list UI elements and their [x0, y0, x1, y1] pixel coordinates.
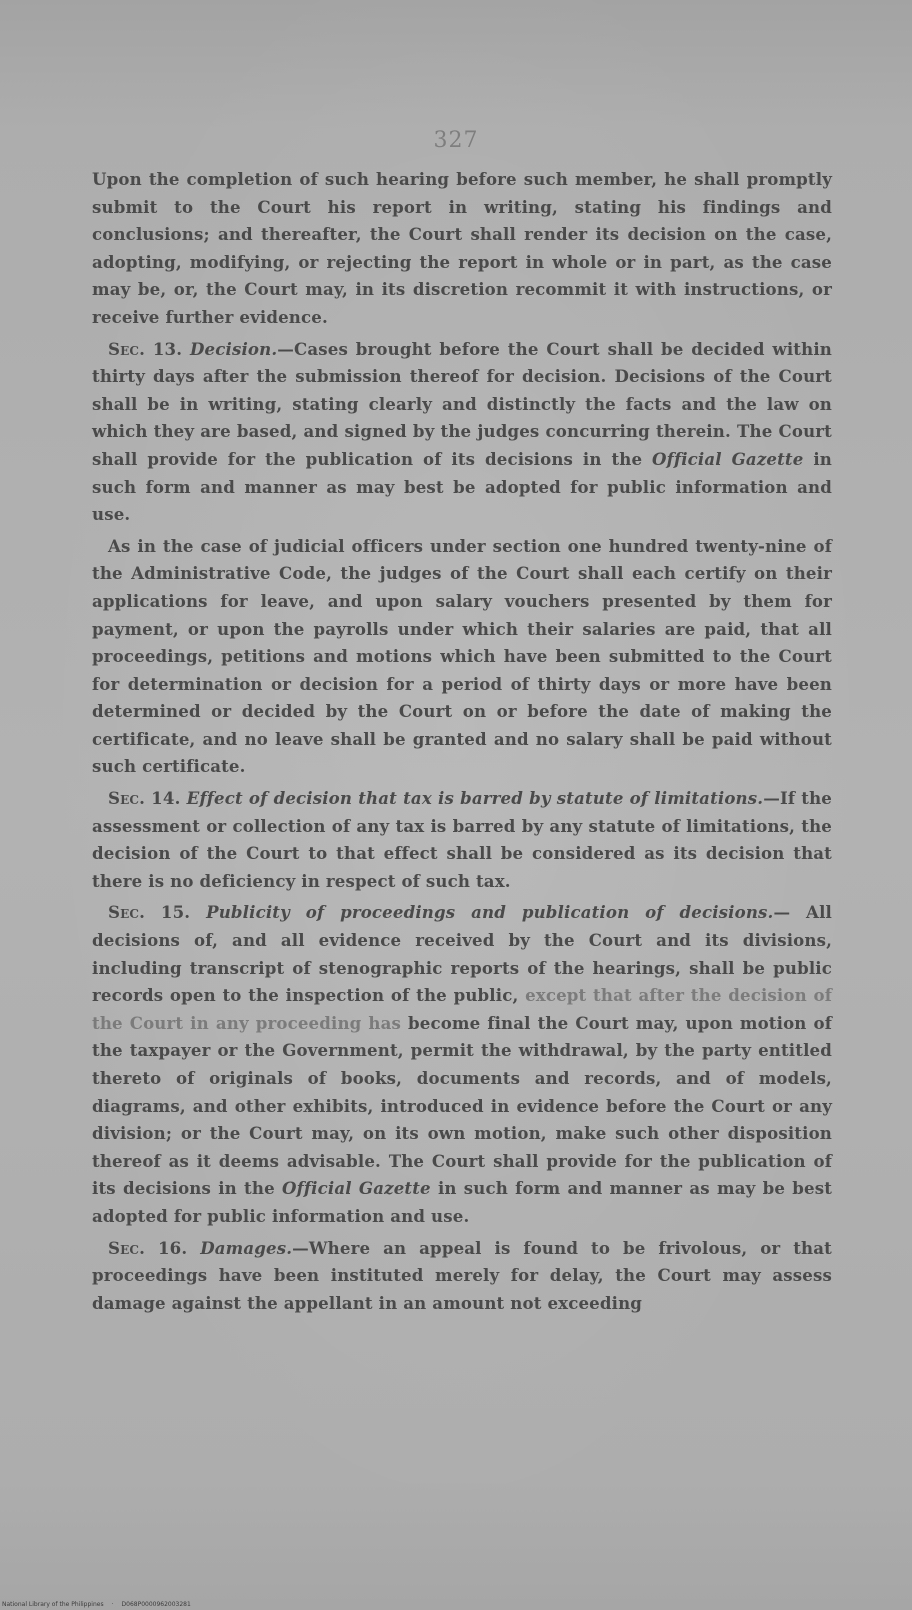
- paragraph-judicial-certificate: [92, 533, 832, 781]
- section-text: —Where an appeal is found to be frivolous, or that proceedings have been instituted merely for delay, the Court may assess damage against the appellant in an amount not exceeding: [92, 1237, 832, 1313]
- section-13-decision: [92, 336, 832, 529]
- section-text-cont: in such form and manner as may best be adopted for public information and use.: [92, 448, 832, 525]
- library-name: National Library of the Philippines: [2, 1601, 104, 1608]
- official-gazette-ref: Official Gazette: [652, 448, 804, 469]
- section-title: Decision.: [190, 338, 278, 359]
- section-number: Sec. 13.: [108, 338, 183, 359]
- section-text: —Cases brought before the Court shall be decided within thirty days after the submission thereof for decision. Decisions of the Court shall be in writing, stating clearly and distinctly the facts and the law on which they are based, and signed by the judges concurring therein. The Court shall provide for the publication of its decisions in the: [92, 338, 832, 469]
- official-gazette-ref: Official Gazette: [282, 1178, 431, 1199]
- page-number: 327: [433, 128, 479, 153]
- document-body: [92, 166, 832, 1321]
- paragraph-text: Upon the completion of such hearing before such member, he shall promptly submit to the Court his report in writing, stating his findings and conclusions; and thereafter, the Court shall render its decision on the case, adopting, modifying, or rejecting the report in whole or in part, as the case may be, or, the Court may, in its discretion recommit it with instructions, or receive further evidence.: [92, 169, 832, 327]
- faded-text-line: except that after the decision of the Court in any proceeding has: [92, 985, 832, 1033]
- credit-separator: ·: [111, 1601, 114, 1608]
- section-title: Effect of decision that tax is barred by statute of limitations.: [186, 788, 764, 809]
- section-title: Damages.: [200, 1237, 293, 1258]
- section-text-cont: become final the Court may, upon motion of the taxpayer or the Government, permit the withdrawal, by the party entitled thereto of originals of books, documents and records, and of models, diagrams, and other exhibits, introduced in evidence before the Court or any division; or the Court may, on its own motion, make such other disposition thereof as it deems advisable. The Court shall provide for the publication of its decisions in the: [92, 1012, 832, 1199]
- section-16-damages: [92, 1235, 832, 1318]
- section-number: Sec. 15.: [108, 902, 191, 923]
- paragraph-hearing-report: [92, 166, 832, 332]
- paragraph-text: As in the case of judicial officers under section one hundred twenty-nine of the Administrative Code, the judges of the Court shall each certify on their applications for leave, and upon salary vouchers presented by them for payment, or upon the payrolls under which their salaries are paid, that all proceedings, petitions and motions which have been submitted to the Court for determination or decision for a period of thirty days or more have been determined or decided by the Court on or before the date of making the certificate, and no leave shall be granted and no salary shall be paid without such certificate.: [92, 535, 832, 777]
- section-text: — All decisions of, and all evidence received by the Court and its divisions, including transcript of stenographic reports of the hearings, shall be public records open to the inspection of the public,: [92, 902, 832, 1006]
- section-title: Publicity of proceedings and publication of decisions.: [206, 902, 774, 923]
- scan-credit: [2, 1601, 191, 1608]
- section-number: Sec. 14.: [108, 788, 181, 809]
- section-14-statute-of-limitations: [92, 785, 832, 895]
- section-15-publicity: [92, 899, 832, 1230]
- section-text-end: in such form and manner as may be best adopted for public information and use.: [92, 1178, 833, 1226]
- scan-code: D068P0000962003281: [121, 1601, 191, 1608]
- section-text: —If the assessment or collection of any tax is barred by any statute of limitations, the decision of the Court to that effect shall be considered as its decision that there is no deficiency in respect of such tax.: [92, 788, 833, 891]
- section-number: Sec. 16.: [108, 1237, 188, 1258]
